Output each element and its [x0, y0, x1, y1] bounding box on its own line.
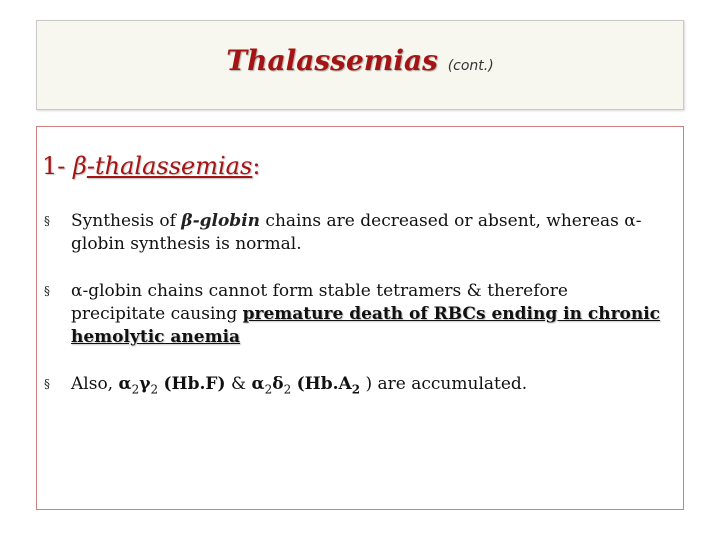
hba2-close: )	[365, 374, 373, 394]
bullet-emphasis: -globin	[192, 211, 261, 231]
bullet-item-2	[44, 280, 664, 349]
subscript: 2	[264, 382, 273, 397]
subscript: 2	[351, 382, 361, 397]
slide-title	[0, 44, 720, 77]
bullet-text: Also,	[71, 374, 114, 394]
heading-greek: β	[73, 152, 87, 180]
delta-symbol: δ	[272, 374, 284, 394]
bullet-text: chains are decreased or absent, whereas	[265, 211, 619, 231]
subscript: 2	[150, 382, 159, 397]
alpha-symbol: α	[251, 374, 265, 394]
bullet-text: α-globin synthesis is normal.	[71, 211, 642, 254]
title-main: Thalassemias	[226, 44, 438, 77]
bullet-greek: β	[181, 211, 193, 231]
bullet-item-1	[44, 210, 664, 256]
bullet-text: Synthesis of	[71, 211, 176, 231]
heading-colon: :	[252, 152, 261, 180]
section-heading	[42, 152, 260, 180]
hbf-label: (Hb.F)	[163, 374, 226, 394]
bullet-marker-icon: §	[44, 284, 50, 298]
subscript: 2	[131, 382, 140, 397]
gamma-symbol: γ	[139, 374, 151, 394]
hba2-open: (Hb.A	[296, 374, 352, 394]
bullet-text: α-globin chains cannot form stable tetramers & therefore precipitate causing	[71, 281, 568, 324]
bullet-text: are accumulated.	[377, 374, 528, 394]
bullet-marker-icon: §	[44, 214, 50, 228]
bullet-list	[44, 210, 664, 425]
bullet-marker-icon: §	[44, 377, 50, 391]
bullet-item-3	[44, 373, 664, 401]
subscript: 2	[283, 382, 292, 397]
title-sub: (cont.)	[447, 58, 494, 74]
alpha-symbol: α	[118, 374, 132, 394]
bullet-emphasis: premature death of RBCs ending in chronic hemolytic anemia	[71, 304, 661, 347]
heading-term: -thalassemias	[86, 152, 253, 180]
ampersand: &	[230, 374, 247, 394]
hba2-label	[296, 374, 361, 397]
heading-prefix: 1-	[42, 152, 66, 180]
